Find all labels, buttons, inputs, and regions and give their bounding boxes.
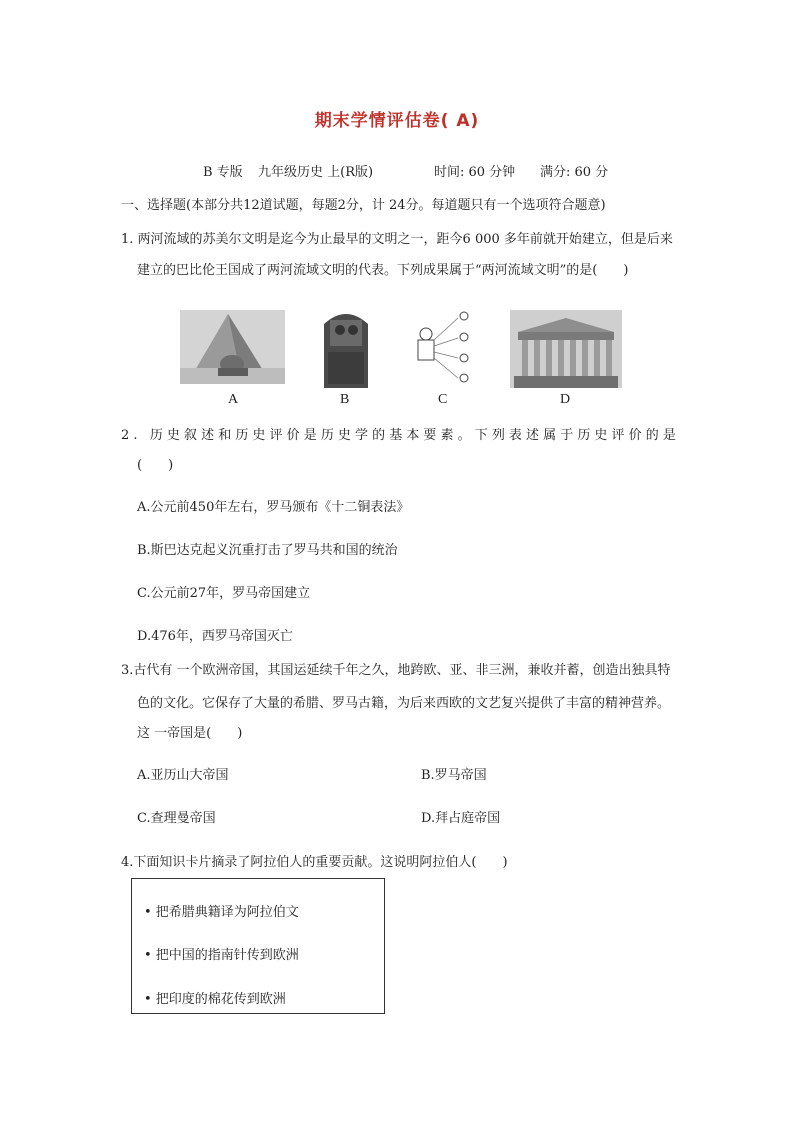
- course-label: 九年级历史 上(R版): [258, 165, 374, 180]
- q1-text-line1: 1. 两河流域的苏美尔文明是迄今为止最早的文明之一，距今6 000 多年前就开始建立，但是后来: [121, 232, 673, 247]
- q2-option-d: D.476年，西罗马帝国灭亡: [137, 629, 293, 644]
- greek-temple-image: [510, 310, 622, 388]
- time-label: 时间: 60 分钟: [434, 165, 516, 180]
- q3-option-a: A.亚历山大帝国: [137, 768, 229, 783]
- card-item: • 把希腊典籍译为阿拉伯文: [144, 905, 299, 920]
- card-item: • 把中国的指南针传到欧洲: [144, 948, 299, 963]
- stele-image: [320, 310, 372, 388]
- q1-text-line2: 建立的巴比伦王国成了两河流域文明的代表。下列成果属于“两河流域文明”的是( ): [137, 263, 629, 278]
- page-title: 期末学情评估卷( A): [314, 111, 480, 131]
- q1-image-options: [180, 310, 630, 410]
- q2-text-line1: 2. 历史叙述和历史评价是历史学的基本要素。下列表述属于历史评价的是: [121, 428, 680, 443]
- card-item: • 把印度的棉花传到欧洲: [144, 992, 286, 1007]
- q3-option-b: B.罗马帝国: [421, 768, 487, 783]
- q2-option-a: A.公元前450年左右，罗马颁布《十二铜表法》: [137, 500, 410, 515]
- q3-text-line1: 3.古代有 一个欧洲帝国，其国运延续千年之久，地跨欧、亚、非三洲，兼收并蓄，创造出独具特: [121, 663, 671, 678]
- q3-option-c: C.查理曼帝国: [137, 811, 216, 826]
- figure-drawing-image: [412, 310, 472, 388]
- q3-text-line2: 色的文化。它保存了大量的希腊、罗马古籍，为后来西欧的文艺复兴提供了丰富的精神营养。: [137, 696, 671, 711]
- q2-option-c: C.公元前27年，罗马帝国建立: [137, 586, 311, 601]
- q2-option-b: B.斯巴达克起义沉重打击了罗马共和国的统治: [137, 543, 398, 558]
- q4-text-line1: 4.下面知识卡片摘录了阿拉伯人的重要贡献。这说明阿拉伯人( ): [121, 855, 508, 870]
- section-heading: 一、选择题(本部分共12道试题，每题2分，计 24分。每道题只有一个选项符合题意): [121, 198, 606, 213]
- q3-option-d: D.拜占庭帝国: [421, 811, 501, 826]
- q3-text-line3: 这 一帝国是( ): [137, 726, 243, 741]
- pyramid-sphinx-image: [180, 310, 285, 384]
- knowledge-card: [131, 878, 385, 1014]
- option-c-label: C: [438, 392, 448, 407]
- score-label: 满分: 60 分: [540, 165, 609, 180]
- q2-text-line2: ( ): [137, 458, 174, 473]
- option-d-label: D: [560, 392, 571, 407]
- option-a-label: A: [228, 392, 239, 407]
- edition-label: B 专版: [203, 165, 243, 180]
- option-b-label: B: [340, 392, 350, 407]
